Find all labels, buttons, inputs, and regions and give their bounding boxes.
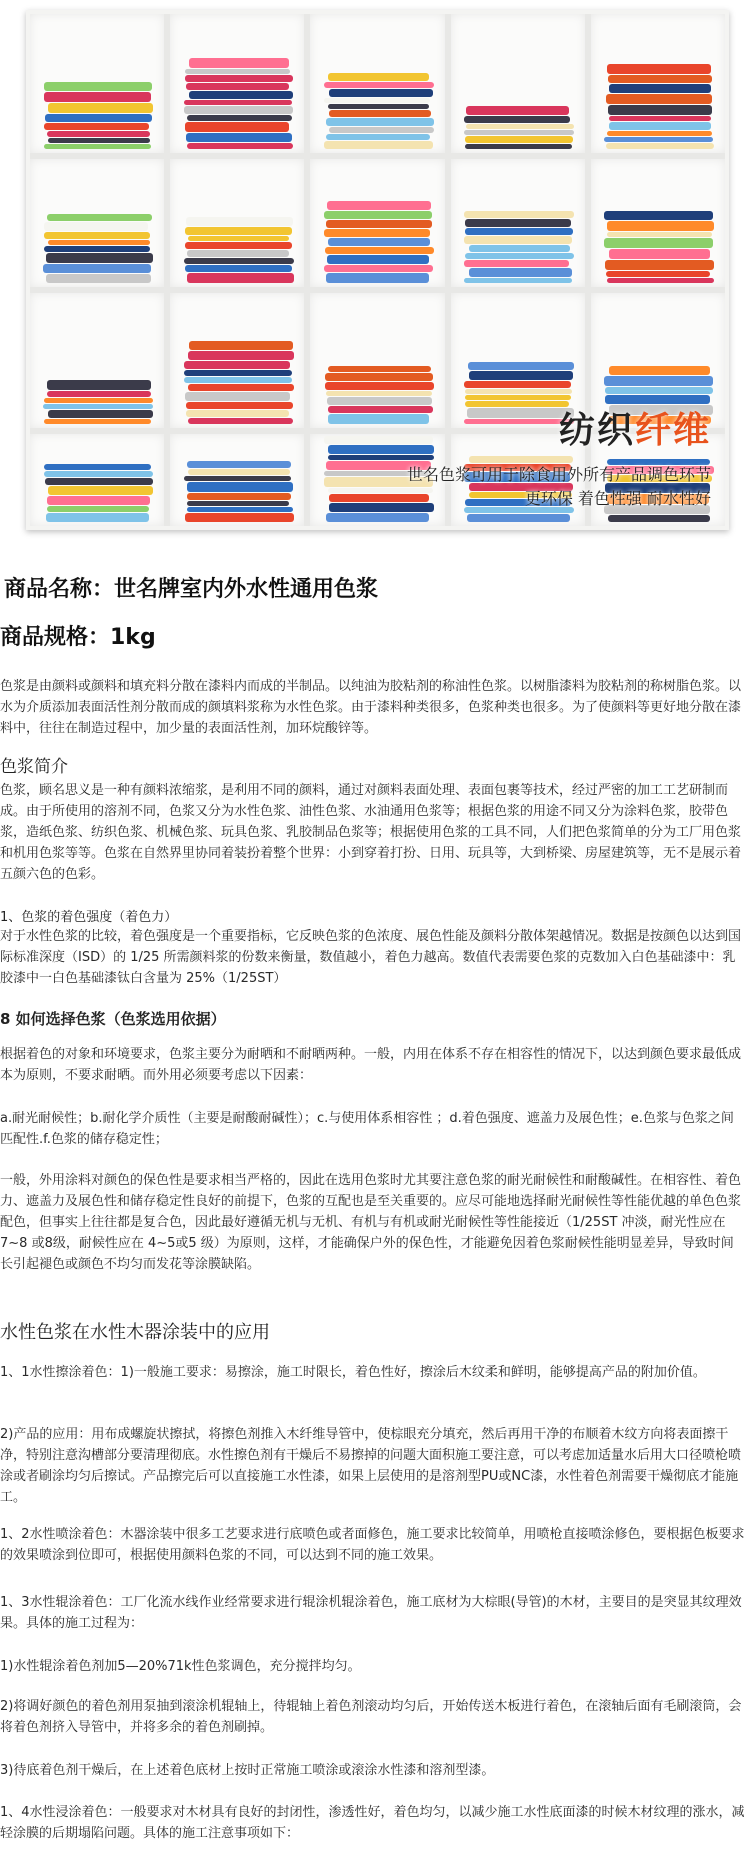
product-banner-image bbox=[26, 10, 729, 530]
folded-towel bbox=[609, 122, 711, 130]
folded-towel bbox=[324, 211, 432, 219]
folded-towel bbox=[324, 98, 430, 103]
wood-paragraph-4: 1、3水性辊涂着色：工厂化流水线作业经常要求进行辊涂机辊涂着色，施工底材为大棕眼(导管)的木材，主要目的是突显其纹理效果。具体的施工过程为： bbox=[0, 1595, 742, 1631]
folded-towel bbox=[184, 370, 292, 376]
folded-towel bbox=[328, 445, 434, 454]
folded-towel bbox=[188, 384, 294, 391]
folded-towel bbox=[326, 513, 429, 522]
shelf-cubby bbox=[310, 14, 444, 153]
folded-towel bbox=[187, 273, 294, 283]
folded-towel bbox=[187, 482, 293, 492]
folded-towel bbox=[43, 264, 151, 273]
folded-towel bbox=[185, 75, 293, 82]
folded-towel bbox=[326, 220, 432, 228]
folded-towel bbox=[188, 469, 290, 475]
folded-towel bbox=[606, 94, 712, 104]
folded-towel bbox=[325, 247, 434, 254]
folded-towel bbox=[44, 123, 149, 130]
towel-stack bbox=[43, 379, 153, 424]
folded-towel bbox=[605, 260, 714, 270]
banner-title-accent: 纤维 bbox=[634, 410, 711, 451]
shelf-cubby bbox=[451, 14, 585, 153]
towel-stack bbox=[324, 72, 434, 149]
folded-towel bbox=[328, 406, 433, 413]
folded-towel bbox=[466, 124, 574, 129]
towel-stack bbox=[43, 463, 153, 522]
folded-towel bbox=[47, 380, 151, 390]
folded-towel bbox=[609, 84, 711, 93]
folded-towel bbox=[187, 143, 293, 149]
product-name: 商品名称：世名牌室内外水性通用色浆 bbox=[4, 577, 379, 602]
folded-towel bbox=[606, 271, 710, 277]
folded-towel bbox=[604, 137, 713, 142]
wood-paragraph-3: 1、2水性喷涂着色：木器涂装中很多工艺要求进行底喷色或者面修色，施工要求比较简单，用喷枪直接喷涂修色，要根据色板要求的效果喷涂到位即可，根据使用颜料色浆的不同，可以达到不同的施工效果。 bbox=[0, 1527, 745, 1563]
shelf-cubby bbox=[310, 159, 444, 287]
folded-towel bbox=[45, 114, 152, 122]
folded-towel bbox=[186, 402, 293, 409]
shelf-cubby bbox=[30, 159, 164, 287]
folded-towel bbox=[605, 387, 713, 394]
folded-towel bbox=[47, 391, 151, 397]
folded-towel bbox=[324, 436, 433, 444]
shelf-cubby bbox=[451, 159, 585, 287]
towel-stack bbox=[184, 57, 294, 149]
folded-towel bbox=[326, 391, 432, 396]
folded-towel bbox=[44, 471, 153, 477]
folded-towel bbox=[609, 366, 710, 375]
folded-towel bbox=[324, 82, 434, 88]
folded-towel bbox=[46, 513, 149, 522]
banner-tagline-2: 更环保 着色性强 耐水性好 bbox=[524, 489, 711, 508]
folded-towel bbox=[186, 83, 289, 90]
folded-towel bbox=[326, 134, 430, 140]
towel-stack bbox=[184, 460, 294, 522]
folded-towel bbox=[47, 496, 150, 505]
folded-towel bbox=[328, 238, 430, 246]
folded-towel bbox=[187, 250, 289, 257]
towel-stack bbox=[43, 213, 153, 283]
shelf-cubby bbox=[170, 434, 304, 526]
shelf-cubby bbox=[310, 293, 444, 428]
folded-towel bbox=[43, 404, 153, 409]
folded-towel bbox=[465, 144, 572, 149]
shelf-cubby bbox=[30, 293, 164, 428]
folded-towel bbox=[44, 464, 151, 470]
folded-towel bbox=[607, 131, 712, 136]
folded-towel bbox=[469, 268, 572, 277]
towel-stack bbox=[324, 200, 434, 283]
folded-towel bbox=[326, 273, 429, 283]
folded-towel bbox=[187, 501, 289, 506]
folded-towel bbox=[328, 488, 433, 493]
folded-towel bbox=[465, 228, 573, 235]
folded-towel bbox=[185, 122, 289, 132]
folded-towel bbox=[185, 242, 292, 249]
folded-towel bbox=[187, 507, 293, 512]
folded-towel bbox=[48, 240, 150, 245]
towel-stack bbox=[604, 210, 714, 283]
towel-stack bbox=[184, 216, 294, 283]
folded-towel bbox=[188, 236, 289, 241]
wood-paragraph-1: 1、1水性擦涂着色：1)一般施工要求：易擦涂，施工时限长，着色性好，擦涂后木纹柔和鲜明，能够提高产品的附加价值。 bbox=[0, 1365, 706, 1380]
wood-paragraph-5: 1)水性辊涂着色剂加5—20%71k性色浆调色，充分搅拌均匀。 bbox=[0, 1659, 361, 1674]
folded-towel bbox=[328, 455, 434, 460]
section-title-wood: 水性色浆在水性木器涂装中的应用 bbox=[0, 1322, 270, 1343]
towel-stack bbox=[464, 105, 574, 149]
folded-towel bbox=[44, 398, 153, 403]
wood-paragraph-6: 2)将调好颜色的着色剂用泵抽到滚涂机辊轴上，待辊轴上着色剂滚动均匀后，开始传送木板进行着色，在滚轴后面有毛刷滚筒，会将着色剂挤入导管中，并将多余的着色剂刷掉。 bbox=[0, 1699, 742, 1735]
wood-paragraph-8: 1、4水性浸涂着色：一般要求对木材具有良好的封闭性，渗透性好，着色均匀，以减少施工水性底面漆的时候木材纹理的涨水，减轻涂膜的后期塌陷问题。具体的施工注意事项如下： bbox=[0, 1805, 745, 1841]
folded-towel bbox=[329, 89, 433, 97]
banner-title bbox=[559, 402, 711, 453]
folded-towel bbox=[189, 58, 289, 68]
folded-towel bbox=[44, 144, 151, 149]
towel-stack bbox=[464, 361, 574, 424]
folded-towel bbox=[46, 274, 151, 283]
folded-towel bbox=[465, 136, 573, 143]
folded-towel bbox=[608, 105, 712, 115]
shelf-cubby bbox=[170, 293, 304, 428]
folded-towel bbox=[184, 106, 293, 114]
towel-stack bbox=[184, 340, 294, 424]
folded-towel bbox=[186, 217, 293, 226]
folded-towel bbox=[464, 211, 574, 218]
exterior-paragraph: 一般，外用涂料对颜色的保色性是要求相当严格的，因此在选用色浆时尤其要注意色浆的耐光耐候性和耐酸碱性。在相容性、着色力、遮盖力及展色性和储存稳定性良好的前提下，色浆的互配也是至关重要的。应尽可能地选择耐光耐候性等性能优越的单色色浆配色，但事实上往往都是复合色，因此最好遵循无机与无机、有机与有机或耐光耐候性等性能接近（1/25ST 冲淡，耐光性应在 7~8 或8级，耐候性应在 4~5或5 级）为原则，这样，才能确保户外的保色性，才能避免因着色浆耐候性能明显差异，导致时间长引起褪色或颜色不均匀而发花等涂膜缺陷。 bbox=[0, 1173, 742, 1272]
folded-towel bbox=[466, 106, 569, 115]
towel-stack bbox=[464, 210, 574, 283]
folded-towel bbox=[464, 419, 574, 424]
folded-towel bbox=[468, 362, 574, 370]
folded-towel bbox=[187, 461, 291, 468]
choose-paragraph: 根据着色的对象和环境要求，色浆主要分为耐晒和不耐晒两种。一般，内用在体系不存在相容性的情况下，以达到颜色要求最低成本为原则，不要求耐晒。而外用必须要考虑以下因素： bbox=[0, 1047, 742, 1083]
factors-paragraph: a.耐光耐候性；b.耐化学介质性（主要是耐酸耐碱性）；c.与使用体系相容性 ；d.着色强度、遮盖力及展色性；e.色浆与色浆之间匹配性.f.色浆的储存稳定性； bbox=[0, 1111, 734, 1147]
folded-towel bbox=[44, 419, 151, 424]
folded-towel bbox=[186, 410, 289, 417]
folded-towel bbox=[324, 141, 433, 149]
folded-towel bbox=[44, 82, 152, 91]
folded-towel bbox=[607, 278, 714, 283]
shelf-cubby bbox=[170, 159, 304, 287]
folded-towel bbox=[325, 382, 434, 390]
folded-towel bbox=[184, 361, 290, 369]
folded-towel bbox=[606, 143, 714, 149]
shelf-cubby bbox=[30, 14, 164, 153]
folded-towel bbox=[184, 476, 291, 481]
folded-towel bbox=[47, 131, 150, 137]
folded-towel bbox=[609, 116, 711, 121]
banner-tagline-1: 世名色浆可用于除食用外所有产品调色环节 bbox=[406, 465, 711, 484]
folded-towel bbox=[328, 414, 429, 424]
folded-towel bbox=[329, 494, 429, 502]
folded-towel bbox=[464, 130, 574, 135]
folded-towel bbox=[185, 513, 294, 522]
folded-towel bbox=[48, 410, 153, 418]
folded-towel bbox=[45, 478, 153, 485]
towel-stack bbox=[324, 365, 434, 424]
folded-towel bbox=[184, 377, 292, 383]
folded-towel bbox=[185, 392, 290, 401]
folded-towel bbox=[188, 418, 293, 424]
folded-towel bbox=[607, 221, 714, 231]
folded-towel bbox=[607, 232, 712, 237]
folded-towel bbox=[48, 103, 153, 113]
folded-towel bbox=[184, 100, 292, 105]
section-title-brief: 色浆简介 bbox=[0, 757, 68, 777]
folded-towel bbox=[329, 503, 434, 512]
folded-towel bbox=[608, 75, 712, 83]
section-title-choose: 8 如何选择色浆（色浆选用依据） bbox=[0, 1010, 226, 1028]
folded-towel bbox=[187, 493, 291, 500]
product-spec: 商品规格：1kg bbox=[0, 625, 156, 650]
folded-towel bbox=[185, 265, 292, 272]
folded-towel bbox=[465, 219, 571, 227]
folded-towel bbox=[469, 371, 573, 380]
folded-towel bbox=[465, 395, 571, 400]
folded-towel bbox=[189, 91, 293, 99]
wood-paragraph-7: 3)待底着色剂干燥后，在上述着色底材上按时正常施工喷涂或滚涂水性漆和溶剂型漆。 bbox=[0, 1763, 495, 1778]
folded-towel bbox=[48, 138, 150, 143]
folded-towel bbox=[465, 253, 574, 259]
folded-towel bbox=[44, 92, 151, 102]
folded-towel bbox=[44, 246, 150, 252]
intro-paragraph: 色浆是由颜料或颜料和填充料分散在漆料内而成的半制品。以纯油为胶粘剂的称油性色浆。以树脂漆料为胶粘剂的称树脂色浆。以水为介质添加表面活性剂分散而成的颜填料浆称为水性色浆。由于漆料种类很多，色浆种类也很多。为了使颜料等更好地分散在漆料中，往往在制造过程中，加少量的表面活性剂，加环烷酸锌等。 bbox=[0, 679, 742, 736]
folded-towel bbox=[324, 265, 433, 272]
folded-towel bbox=[47, 214, 152, 221]
folded-towel bbox=[46, 253, 153, 263]
folded-towel bbox=[607, 64, 711, 74]
folded-towel bbox=[604, 238, 713, 248]
section-title-strength: 1、色浆的着色强度（着色力） bbox=[0, 910, 178, 925]
folded-towel bbox=[189, 341, 293, 350]
folded-towel bbox=[329, 110, 431, 117]
folded-towel bbox=[185, 69, 290, 74]
shelf-cubby bbox=[591, 159, 725, 287]
folded-towel bbox=[467, 514, 570, 522]
folded-towel bbox=[464, 381, 571, 388]
folded-towel bbox=[324, 229, 430, 237]
folded-towel bbox=[604, 211, 713, 220]
towel-stack bbox=[43, 81, 153, 149]
folded-towel bbox=[328, 104, 429, 109]
folded-towel bbox=[465, 389, 572, 394]
shelf-cubby bbox=[30, 434, 164, 526]
folded-towel bbox=[327, 255, 429, 264]
folded-towel bbox=[326, 118, 434, 126]
towel-stack bbox=[604, 63, 714, 149]
folded-towel bbox=[604, 376, 713, 386]
shelf-cubby bbox=[591, 14, 725, 153]
folded-towel bbox=[44, 232, 150, 239]
folded-towel bbox=[327, 201, 431, 210]
folded-towel bbox=[47, 506, 149, 512]
folded-towel bbox=[325, 373, 433, 381]
folded-towel bbox=[44, 222, 148, 231]
folded-towel bbox=[464, 236, 572, 244]
folded-towel bbox=[328, 73, 429, 81]
folded-towel bbox=[48, 486, 153, 495]
folded-towel bbox=[609, 249, 710, 259]
folded-towel bbox=[464, 116, 570, 123]
folded-towel bbox=[328, 366, 431, 372]
wood-paragraph-2: 2)产品的应用：用布成螺旋状擦拭，将擦色剂推入木纤维导管中，使棕眼充分填充，然后再用干净的布顺着木纹方向将表面擦干净，特别注意沟槽部分要清理彻底。水性擦色剂有干燥后不易擦掉的问题大面积施工要注意，可以考虑加适量水后用大口径喷枪喷涂或者刷涂均匀后擦试。产品擦完后可以直接施工水性漆，如果上层使用的是溶剂型PU或NC漆，水性着色剂需要干燥彻底才能施工。 bbox=[0, 1427, 742, 1505]
shelf-cubby bbox=[170, 14, 304, 153]
folded-towel bbox=[329, 127, 434, 133]
folded-towel bbox=[187, 115, 292, 121]
folded-towel bbox=[327, 397, 432, 405]
folded-towel bbox=[608, 515, 710, 522]
folded-towel bbox=[464, 260, 569, 267]
folded-towel bbox=[188, 351, 294, 360]
folded-towel bbox=[469, 245, 570, 252]
brief-paragraph: 色浆，顾名思义是一种有颜料浓缩浆，是利用不同的颜料，通过对颜料表面处理、表面包裹等技术，经过严密的加工工艺研制而成。由于所使用的溶剂不同，色浆又分为水性色浆、油性色浆、水油通用色浆等；根据色浆的用途不同又分为涂料色浆，胶带色浆，造纸色浆、纺织色浆、机械色浆、玩具色浆、乳胶制品色浆等；根据使用色浆的工具不同，人们把色浆简单的分为工厂用色浆和机用色浆等等。色浆在自然界里协同着装扮着整个世界：小到穿着打扮、日用、玩具等，大到桥梁、房屋建筑等，无不是展示着五颜六色的色彩。 bbox=[0, 783, 742, 882]
folded-towel bbox=[185, 227, 292, 235]
banner-title-main: 纺织 bbox=[558, 410, 635, 451]
folded-towel bbox=[464, 278, 572, 283]
strength-paragraph: 对于水性色浆的比较，着色强度是一个重要指标，它反映色浆的色浓度、展色性能及颜料分散体架越情况。数据是按颜色以达到国际标准深度（ISD）的 1/25 所需颜料浆的份数来衡量，数值越小，着色力越高。数值代表需要色浆的克数加入白色基础漆中：乳胶漆中一白色基础漆钛白含量为 25%（1/25ST） bbox=[0, 929, 742, 986]
folded-towel bbox=[186, 133, 292, 142]
folded-towel bbox=[184, 258, 294, 264]
folded-towel bbox=[465, 401, 569, 407]
